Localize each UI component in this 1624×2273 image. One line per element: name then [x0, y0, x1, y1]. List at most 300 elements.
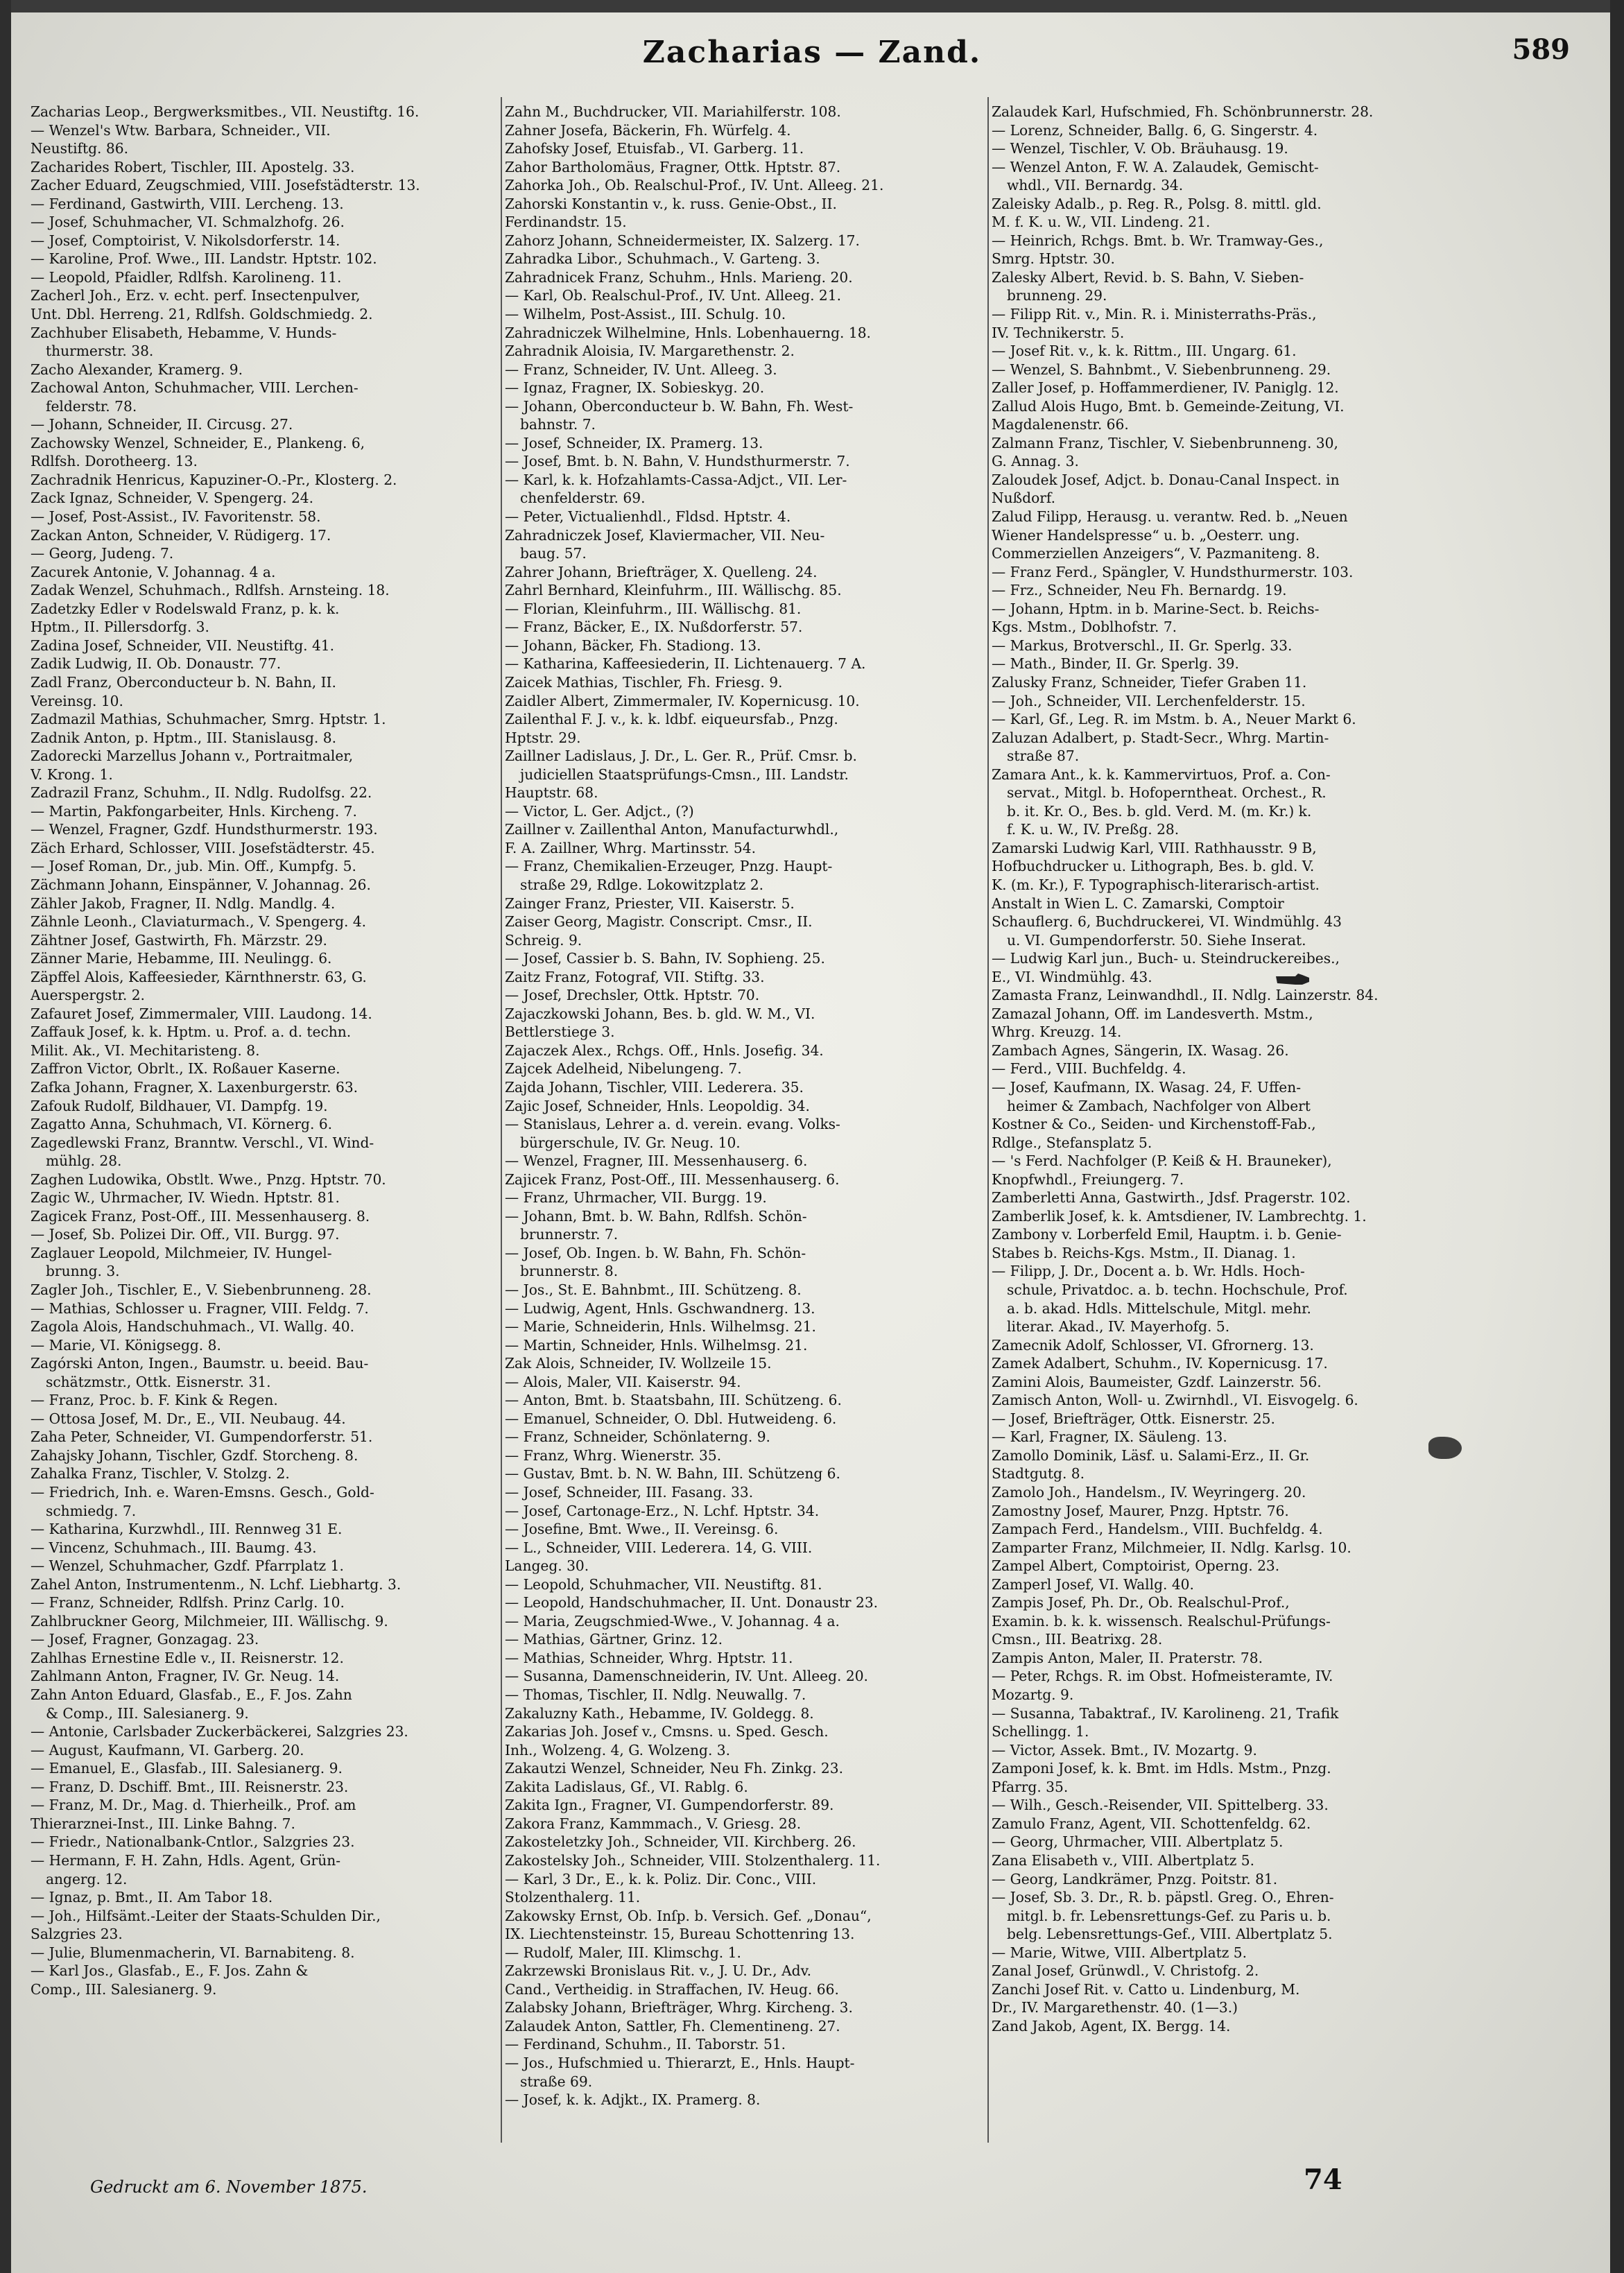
directory-entry-line: Zamollo Dominik, Läsf. u. Salami-Erz., II. Gr. — [992, 1446, 1310, 1464]
directory-entry-line: Ferdinandstr. 15. — [505, 214, 627, 231]
directory-entry-line: Zahajsky Johann, Tischler, Gzdf. Storcheng. 8. — [31, 1446, 359, 1464]
directory-entry-line: Zalusky Franz, Schneider, Tiefer Graben 11. — [992, 673, 1307, 691]
directory-entry-line: Zamara Ant., k. k. Kammervirtuos, Prof. a. Con- — [992, 766, 1331, 783]
directory-entry-line: Kgs. Mstm., Doblhofstr. 7. — [992, 619, 1177, 636]
directory-entry-line: — Jos., St. E. Bahnbmt., III. Schützeng. 8. — [505, 1281, 802, 1298]
directory-entry-line: Zaillner v. Zaillenthal Anton, Manufacturwhdl., — [505, 821, 839, 838]
directory-entry-line: Zähler Jakob, Fragner, II. Ndlg. Mandlg. 4. — [31, 894, 336, 912]
directory-entry-line: Zajda Johann, Tischler, VIII. Lederera. 35. — [505, 1078, 804, 1096]
directory-entry-line: Zampel Albert, Comptoirist, Operng. 23. — [992, 1557, 1280, 1575]
column-divider — [987, 97, 989, 2143]
directory-entry-line: Hauptstr. 68. — [505, 784, 598, 802]
directory-entry-line: — Heinrich, Rchgs. Bmt. b. Wr. Tramway-Ges., — [992, 232, 1324, 249]
directory-entry-line: schmiedg. 7. — [46, 1502, 137, 1519]
directory-entry-line: Zakita Ladislaus, Gf., VI. Rablg. 6. — [505, 1778, 748, 1795]
directory-entry-line: — August, Kaufmann, VI. Garberg. 20. — [31, 1741, 304, 1758]
directory-entry-line: Anstalt in Wien L. C. Zamarski, Comptoir — [992, 894, 1284, 912]
directory-entry-line: — Josef, Cassier b. S. Bahn, IV. Sophieng. 25. — [505, 950, 825, 967]
directory-entry-line: bürgerschule, IV. Gr. Neug. 10. — [520, 1134, 741, 1151]
directory-entry-line: — Florian, Kleinfuhrm., III. Wällischg. 81. — [505, 600, 802, 617]
directory-entry-line: Zagler Joh., Tischler, E., V. Siebenbrunneng. 28. — [31, 1281, 372, 1298]
directory-entry-line: — Franz, M. Dr., Mag. d. Thierheilk., Prof. am — [31, 1797, 356, 1814]
directory-entry-line: — Karl Jos., Glasfab., E., F. Jos. Zahn & — [31, 1962, 309, 1980]
directory-entry-line: Mozartg. 9. — [992, 1686, 1074, 1704]
directory-entry-line: Zacherl Joh., Erz. v. echt. perf. Insectenpulver, — [31, 287, 361, 304]
directory-entry-line: F. A. Zaillner, Whrg. Martinsstr. 54. — [505, 839, 757, 856]
directory-entry-line: Zadina Josef, Schneider, VII. Neustiftg. 41. — [31, 637, 335, 654]
directory-entry-line: Zailenthal F. J. v., k. k. ldbf. eiqueursfab., Pnzg. — [505, 711, 838, 728]
directory-entry-line: — Lorenz, Schneider, Ballg. 6, G. Singerstr. 4. — [992, 121, 1318, 139]
directory-entry-line: — Karl, Gf., Leg. R. im Mstm. b. A., Neuer Markt 6. — [992, 711, 1356, 728]
directory-entry-line: — Antonie, Carlsbader Zuckerbäckerei, Salzgries 23. — [31, 1723, 408, 1740]
directory-entry-line: Zahlbruckner Georg, Milchmeier, III. Wällischg. 9. — [31, 1612, 388, 1630]
directory-entry-line: Zaicek Mathias, Tischler, Fh. Friesg. 9. — [505, 673, 783, 691]
directory-entry-line: Zahn Anton Eduard, Glasfab., E., F. Jos. Zahn — [31, 1686, 352, 1704]
directory-entry-line: straße 87. — [1007, 747, 1080, 765]
directory-entry-line: u. VI. Gumpendorferstr. 50. Siehe Inserat. — [1007, 931, 1306, 949]
directory-entry-line: — Ludwig Karl jun., Buch- u. Steindruckereibes., — [992, 950, 1340, 967]
directory-entry-line: Langeg. 30. — [505, 1557, 589, 1575]
directory-entry-line: Auerspergstr. 2. — [31, 987, 145, 1004]
directory-entry-line: — Johann, Schneider, II. Circusg. 27. — [31, 416, 293, 433]
directory-entry-line: Zambony v. Lorberfeld Emil, Hauptm. i. b. Genie- — [992, 1226, 1342, 1243]
directory-entry-line: — 's Ferd. Nachfolger (P. Keiß & H. Brauneker), — [992, 1152, 1332, 1170]
directory-entry-line: Zakautzi Wenzel, Schneider, Neu Fh. Zinkg. 23. — [505, 1760, 844, 1777]
directory-entry-line: Zahner Josefa, Bäckerin, Fh. Würfelg. 4. — [505, 121, 791, 139]
directory-entry-line: Zahradniczek Wilhelmine, Hnls. Lobenhauerng. 18. — [505, 324, 871, 341]
directory-entry-line: Zahorka Joh., Ob. Realschul-Prof., IV. Unt. Alleeg. 21. — [505, 177, 884, 194]
directory-entry-line: — Wenzel, Fragner, Gzdf. Hundsthurmerstr. 193. — [31, 821, 378, 838]
directory-entry-line: Zacurek Antonie, V. Johannag. 4 a. — [31, 563, 276, 580]
directory-entry-line: — Ferd., VIII. Buchfeldg. 4. — [992, 1060, 1186, 1078]
directory-entry-line: brunnerstr. 7. — [520, 1226, 619, 1243]
directory-entry-line: Zagatto Anna, Schuhmach, VI. Körnerg. 6. — [31, 1116, 333, 1133]
directory-entry-line: — Marie, Witwe, VIII. Albertplatz 5. — [992, 1944, 1247, 1961]
directory-entry-line: — Wenzel, Fragner, III. Messenhauserg. 6. — [505, 1152, 808, 1170]
directory-column-1 — [31, 103, 509, 1998]
directory-entry-line: — Karoline, Prof. Wwe., III. Landstr. Hptstr. 102. — [31, 250, 377, 268]
directory-entry-line: Zanchi Josef Rit. v. Catto u. Lindenburg, M. — [992, 1980, 1300, 1998]
directory-entry-line: Zaglauer Leopold, Milchmeier, IV. Hungel- — [31, 1244, 332, 1261]
print-date-note: Gedruckt am 6. November 1875. — [90, 2177, 368, 2197]
directory-entry-line: — Ottosa Josef, M. Dr., E., VII. Neubaug. 44. — [31, 1410, 346, 1427]
directory-entry-line: IX. Liechtensteinstr. 15, Bureau Schottenring 13. — [505, 1926, 855, 1943]
directory-entry-line: — Gustav, Bmt. b. N. W. Bahn, III. Schützeng 6. — [505, 1465, 840, 1483]
directory-entry-line: Zanal Josef, Grünwdl., V. Christofg. 2. — [992, 1962, 1259, 1980]
directory-entry-line: Zaffron Victor, Obrlt., IX. Roßauer Kaserne. — [31, 1060, 340, 1078]
directory-entry-line: Zafka Johann, Fragner, X. Laxenburgerstr. 63. — [31, 1078, 359, 1096]
directory-entry-line: Zamulo Franz, Agent, VII. Schottenfeldg. 62. — [992, 1815, 1311, 1832]
directory-entry-line: Knopfwhdl., Freiungerg. 7. — [992, 1170, 1184, 1188]
directory-entry-line: — Josef, Schuhmacher, VI. Schmalzhofg. 26. — [31, 214, 345, 231]
directory-entry-line: — Franz, Chemikalien-Erzeuger, Pnzg. Haupt- — [505, 858, 833, 875]
directory-entry-line: — Peter, Rchgs. R. im Obst. Hofmeisteramte, IV. — [992, 1668, 1333, 1685]
ink-blot — [1428, 1437, 1462, 1459]
directory-entry-line: — Josef, Post-Assist., IV. Favoritenstr. 58. — [31, 508, 321, 526]
directory-entry-line: Zana Elisabeth v., VIII. Albertplatz 5. — [992, 1851, 1255, 1869]
directory-entry-line: — Wenzel, Tischler, V. Ob. Bräuhausg. 19. — [992, 140, 1288, 157]
directory-entry-line: Zahorski Konstantin v., k. russ. Genie-Obst., II. — [505, 195, 837, 212]
directory-entry-line: — Wilhelm, Post-Assist., III. Schulg. 10. — [505, 306, 786, 323]
directory-entry-line: Zalaudek Karl, Hufschmied, Fh. Schönbrunnerstr. 28. — [992, 103, 1374, 120]
directory-entry-line: Zaller Josef, p. Hoffammerdiener, IV. Paniglg. 12. — [992, 379, 1339, 397]
directory-entry-line: Neustiftg. 86. — [31, 140, 128, 157]
directory-entry-line: Zacher Eduard, Zeugschmied, VIII. Josefstädterstr. 13. — [31, 177, 420, 194]
directory-entry-line: Zalesky Albert, Revid. b. S. Bahn, V. Sieben- — [992, 268, 1304, 286]
directory-entry-line: Cand., Vertheidig. in Straffachen, IV. Heug. 66. — [505, 1980, 839, 1998]
directory-entry-line: — Josef, Comptoirist, V. Nikolsdorferstr. 14. — [31, 232, 340, 249]
directory-entry-line: Stabes b. Reichs-Kgs. Mstm., II. Dianag. 1. — [992, 1244, 1296, 1261]
directory-entry-line: Comp., III. Salesianerg. 9. — [31, 1980, 217, 1998]
directory-entry-line: — Susanna, Tabaktraf., IV. Karolineng. 21, Trafik — [992, 1704, 1339, 1722]
directory-entry-line: — Georg, Uhrmacher, VIII. Albertplatz 5. — [992, 1833, 1284, 1851]
directory-entry-line: — Franz Ferd., Spängler, V. Hundsthurmerstr. 103. — [992, 563, 1354, 580]
directory-entry-line: — Ferdinand, Schuhm., II. Taborstr. 51. — [505, 2036, 786, 2053]
directory-entry-line: — Math., Binder, II. Gr. Sperlg. 39. — [992, 655, 1239, 673]
directory-entry-line: Thierarznei-Inst., III. Linke Bahng. 7. — [31, 1815, 295, 1832]
directory-entry-line: Zagola Alois, Handschuhmach., VI. Wallg. 40. — [31, 1318, 355, 1336]
directory-entry-line: — Johann, Bmt. b. W. Bahn, Rdlfsh. Schön- — [505, 1207, 807, 1225]
directory-entry-line: Zäpffel Alois, Kaffeesieder, Kärnthnerstr. 63, G. — [31, 968, 367, 985]
directory-entry-line: Rdlge., Stefansplatz 5. — [992, 1134, 1152, 1151]
directory-entry-line: — Johann, Oberconducteur b. W. Bahn, Fh. West- — [505, 397, 854, 415]
directory-entry-line: b. it. Kr. O., Bes. b. gld. Verd. M. (m. Kr.) k. — [1007, 802, 1312, 820]
directory-entry-line: — Leopold, Schuhmacher, VII. Neustiftg. 81. — [505, 1575, 822, 1593]
directory-entry-line: Hptm., II. Pillersdorfg. 3. — [31, 619, 209, 636]
directory-entry-line: Zagicek Franz, Post-Off., III. Messenhauserg. 8. — [31, 1207, 370, 1225]
directory-entry-line: Zalaudek Anton, Sattler, Fh. Clementineng. 27. — [505, 2017, 840, 2034]
directory-entry-line: baug. 57. — [520, 545, 587, 562]
directory-entry-line: Zamasta Franz, Leinwandhdl., II. Ndlg. Lainzerstr. 84. — [992, 987, 1379, 1004]
directory-entry-line: — Leopold, Pfaidler, Rdlfsh. Karolineng. 11. — [31, 268, 342, 286]
directory-entry-line: — Josef, Sb. 3. Dr., R. b. päpstl. Greg. O., Ehren- — [992, 1889, 1334, 1906]
directory-entry-line: — Jos., Hufschmied u. Thierarzt, E., Hnls. Haupt- — [505, 2054, 855, 2071]
directory-entry-line: — Franz, Uhrmacher, VII. Burgg. 19. — [505, 1189, 767, 1207]
directory-entry-line: — Ferdinand, Gastwirth, VIII. Lercheng. 13. — [31, 195, 344, 212]
directory-entry-line: — Franz, D. Dschiff. Bmt., III. Reisnerstr. 23. — [31, 1778, 349, 1795]
directory-entry-line: — Josef, Schneider, IX. Pramerg. 13. — [505, 434, 763, 451]
directory-entry-line: Zamarski Ludwig Karl, VIII. Rathhausstr. 9 B, — [992, 839, 1317, 856]
directory-entry-line: — Peter, Victualienhdl., Fldsd. Hptstr. 4. — [505, 508, 791, 526]
directory-entry-line: — Joh., Schneider, VII. Lerchenfelderstr. 15. — [992, 692, 1306, 709]
directory-entry-line: Zakosteletzky Joh., Schneider, VII. Kirchberg. 26. — [505, 1833, 856, 1851]
directory-entry-line: — Rudolf, Maler, III. Klimschg. 1. — [505, 1944, 741, 1961]
directory-entry-line: Zachowal Anton, Schuhmacher, VIII. Lerchen- — [31, 379, 359, 397]
directory-entry-line: — Josef Rit. v., k. k. Rittm., III. Ungarg. 61. — [992, 343, 1297, 360]
directory-entry-line: Zainger Franz, Priester, VII. Kaiserstr. 5. — [505, 894, 795, 912]
directory-entry-line: — L., Schneider, VIII. Lederera. 14, G. VIII. — [505, 1539, 813, 1556]
directory-entry-line: Zamparter Franz, Milchmeier, II. Ndlg. Karlsg. 10. — [992, 1539, 1351, 1556]
directory-entry-line: Zalabsky Johann, Briefträger, Whrg. Kircheng. 3. — [505, 1999, 853, 2016]
directory-entry-line: Zahradka Libor., Schuhmach., V. Garteng. 3. — [505, 250, 820, 268]
directory-entry-line: E., VI. Windmühlg. 43. — [992, 968, 1152, 985]
directory-entry-line: straße 29, Rdlge. Lokowitzplatz 2. — [520, 876, 764, 893]
directory-entry-line: Zak Alois, Schneider, IV. Wollzeile 15. — [505, 1355, 772, 1372]
directory-entry-line: Zajaczkowski Johann, Bes. b. gld. W. M., VI. — [505, 1005, 815, 1022]
directory-entry-line: Zadak Wenzel, Schuhmach., Rdlfsh. Arnsteing. 18. — [31, 582, 390, 599]
directory-entry-line: Zaffauk Josef, k. k. Hptm. u. Prof. a. d. techn. — [31, 1023, 352, 1041]
directory-entry-line: Zamostny Josef, Maurer, Pnzg. Hptstr. 76. — [992, 1502, 1289, 1519]
directory-entry-line: Zamperl Josef, VI. Wallg. 40. — [992, 1575, 1194, 1593]
directory-entry-line: Zachhuber Elisabeth, Hebamme, V. Hunds- — [31, 324, 337, 341]
directory-entry-line: Zamberlik Josef, k. k. Amtsdiener, IV. Lambrechtg. 1. — [992, 1207, 1367, 1225]
directory-entry-line: Zaidler Albert, Zimmermaler, IV. Kopernicusg. 10. — [505, 692, 860, 709]
directory-entry-line: Zagedlewski Franz, Branntw. Verschl., VI. Wind- — [31, 1134, 374, 1151]
directory-entry-line: — Emanuel, Schneider, O. Dbl. Hutweideng. 6. — [505, 1410, 837, 1427]
directory-entry-line: Zahradnik Aloisia, IV. Margarethenstr. 2. — [505, 343, 795, 360]
directory-entry-line: Rdlfsh. Dorotheerg. 13. — [31, 453, 198, 470]
directory-entry-line: — Ludwig, Agent, Hnls. Gschwandnerg. 13. — [505, 1299, 815, 1317]
directory-entry-line: Zaillner Ladislaus, J. Dr., L. Ger. R., Prüf. Cmsr. b. — [505, 747, 857, 765]
directory-entry-line: — Wenzel Anton, F. W. A. Zalaudek, Gemischt- — [992, 158, 1319, 175]
directory-entry-line: — Wenzel's Wtw. Barbara, Schneider., VII. — [31, 121, 331, 139]
directory-entry-line: Zakostelsky Joh., Schneider, VIII. Stolzenthalerg. 11. — [505, 1851, 881, 1869]
directory-entry-line: Zafouk Rudolf, Bildhauer, VI. Dampfg. 19. — [31, 1097, 328, 1114]
directory-entry-line: — Josef, Fragner, Gonzagag. 23. — [31, 1631, 259, 1648]
directory-entry-line: — Victor, Assek. Bmt., IV. Mozartg. 9. — [992, 1741, 1257, 1758]
directory-entry-line: Zadrazil Franz, Schuhm., II. Ndlg. Rudolfsg. 22. — [31, 784, 372, 802]
directory-entry-line: Zadetzky Edler v Rodelswald Franz, p. k. k. — [31, 600, 340, 617]
directory-entry-line: — Katharina, Kurzwhdl., III. Rennweg 31 E. — [31, 1521, 343, 1538]
directory-entry-line: — Franz, Schneider, Schönlaterng. 9. — [505, 1428, 770, 1446]
directory-entry-line: Zajaczek Alex., Rchgs. Off., Hnls. Josefig. 34. — [505, 1042, 824, 1059]
directory-entry-line: Zahlmann Anton, Fragner, IV. Gr. Neug. 14. — [31, 1668, 340, 1685]
scan-border-top — [0, 0, 1624, 12]
directory-entry-line: thurmerstr. 38. — [46, 343, 154, 360]
directory-entry-line: — Josef, k. k. Adjkt., IX. Pramerg. 8. — [505, 2091, 761, 2109]
directory-entry-line: Stolzenthalerg. 11. — [505, 1889, 641, 1906]
directory-entry-line: — Mathias, Schlosser u. Fragner, VIII. Feldg. 7. — [31, 1299, 369, 1317]
directory-entry-line: felderstr. 78. — [46, 397, 137, 415]
directory-entry-line: Dr., IV. Margarethenstr. 40. (1—3.) — [992, 1999, 1238, 2016]
directory-entry-line: straße 69. — [520, 2073, 593, 2090]
directory-entry-line: — Wenzel, S. Bahnbmt., V. Siebenbrunneng. 29. — [992, 361, 1331, 378]
directory-entry-line: Zahn M., Buchdrucker, VII. Mariahilferstr. 108. — [505, 103, 841, 120]
directory-entry-line: — Alois, Maler, VII. Kaiserstr. 94. — [505, 1373, 741, 1390]
directory-entry-line: — Franz, Proc. b. F. Kink & Regen. — [31, 1392, 278, 1409]
directory-entry-line: Zakrzewski Bronislaus Rit. v., J. U. Dr., Adv. — [505, 1962, 812, 1980]
directory-entry-line: Pfarrg. 35. — [992, 1778, 1069, 1795]
directory-entry-line: schule, Privatdoc. a. b. techn. Hochschule, Prof. — [1007, 1281, 1348, 1298]
directory-entry-line: — Josef, Kaufmann, IX. Wasag. 24, F. Uffen- — [992, 1078, 1302, 1096]
directory-entry-line: Zajcek Adelheid, Nibelungeng. 7. — [505, 1060, 742, 1078]
directory-entry-line: literar. Akad., IV. Mayerhofg. 5. — [1007, 1318, 1230, 1336]
directory-entry-line: heimer & Zambach, Nachfolger von Albert — [1007, 1097, 1311, 1114]
directory-entry-line: — Filipp Rit. v., Min. R. i. Ministerraths-Präs., — [992, 306, 1317, 323]
directory-entry-line: Hptstr. 29. — [505, 729, 581, 746]
directory-entry-line: Nußdorf. — [992, 490, 1056, 507]
directory-entry-line: Zagórski Anton, Ingen., Baumstr. u. beeid. Bau- — [31, 1355, 369, 1372]
directory-entry-line: — Markus, Brotverschl., II. Gr. Sperlg. 33. — [992, 637, 1293, 654]
directory-entry-line: — Johann, Hptm. in b. Marine-Sect. b. Reichs- — [992, 600, 1320, 617]
directory-entry-line: — Katharina, Kaffeesiederin, II. Lichtenauerg. 7 A. — [505, 655, 866, 673]
sheet-number: 74 — [1304, 2163, 1342, 2196]
directory-entry-line: chenfelderstr. 69. — [520, 490, 646, 507]
directory-entry-line: Zafauret Josef, Zimmermaler, VIII. Laudong. 14. — [31, 1005, 372, 1022]
directory-entry-line: — Filipp, J. Dr., Docent a. b. Wr. Hdls. Hoch- — [992, 1263, 1305, 1280]
directory-entry-line: Zagic W., Uhrmacher, IV. Wiedn. Hptstr. 81. — [31, 1189, 340, 1207]
directory-entry-line: — Marie, VI. Königsegg. 8. — [31, 1336, 221, 1354]
directory-entry-line: schätzmstr., Ottk. Eisnerstr. 31. — [46, 1373, 271, 1390]
directory-entry-line: — Leopold, Handschuhmacher, II. Unt. Donaustr 23. — [505, 1594, 879, 1611]
directory-entry-line: Zamponi Josef, k. k. Bmt. im Hdls. Mstm., Pnzg. — [992, 1760, 1331, 1777]
directory-entry-line: Zaluzan Adalbert, p. Stadt-Secr., Whrg. Martin- — [992, 729, 1329, 746]
directory-entry-line: — Josef, Sb. Polizei Dir. Off., VII. Burgg. 97. — [31, 1226, 340, 1243]
directory-entry-line: — Joh., Hilfsämt.-Leiter der Staats-Schulden Dir., — [31, 1907, 381, 1924]
directory-entry-line: Schauflerg. 6, Buchdruckerei, VI. Windmühlg. 43 — [992, 913, 1342, 931]
directory-entry-line: — Josef, Briefträger, Ottk. Eisnerstr. 25. — [992, 1410, 1275, 1427]
directory-entry-line: — Frz., Schneider, Neu Fh. Bernardg. 19. — [992, 582, 1287, 599]
directory-entry-line: Zächmann Johann, Einspänner, V. Johannag. 26. — [31, 876, 371, 893]
directory-entry-line: bahnstr. 7. — [520, 416, 596, 433]
directory-entry-line: — Josef, Bmt. b. N. Bahn, V. Hundsthurmerstr. 7. — [505, 453, 850, 470]
directory-entry-line: — Georg, Landkrämer, Pnzg. Poitstr. 81. — [992, 1870, 1278, 1887]
running-head: Zacharias — Zand. — [642, 35, 982, 70]
directory-entry-line: Zackan Anton, Schneider, V. Rüdigerg. 17. — [31, 526, 331, 544]
directory-entry-line: servat., Mitgl. b. Hofoperntheat. Orchest., R. — [1007, 784, 1327, 802]
directory-entry-line: Zack Ignaz, Schneider, V. Spengerg. 24. — [31, 490, 314, 507]
directory-entry-line: — Josef, Cartonage-Erz., N. Lchf. Hptstr. 34. — [505, 1502, 820, 1519]
directory-entry-line: Zahorz Johann, Schneidermeister, IX. Salzerg. 17. — [505, 232, 860, 249]
directory-entry-line: Zahradniczek Josef, Klaviermacher, VII. Neu- — [505, 526, 825, 544]
directory-entry-line: brunng. 3. — [46, 1263, 120, 1280]
directory-entry-line: — Ignaz, Fragner, IX. Sobieskyg. 20. — [505, 379, 765, 397]
directory-entry-line: Milit. Ak., VI. Mechitaristeng. 8. — [31, 1042, 260, 1059]
page-number: 589 — [1512, 33, 1570, 66]
directory-entry-line: Zakora Franz, Kammmach., V. Griesg. 28. — [505, 1815, 802, 1832]
directory-entry-line: Wiener Handelspresse“ u. b. „Oesterr. ung. — [992, 526, 1300, 544]
directory-entry-line: Zajicek Franz, Post-Off., III. Messenhauserg. 6. — [505, 1170, 840, 1188]
directory-entry-line: — Franz, Schneider, IV. Unt. Alleeg. 3. — [505, 361, 777, 378]
directory-entry-line: — Martin, Pakfongarbeiter, Hnls. Kircheng. 7. — [31, 802, 357, 820]
directory-entry-line: — Josef Roman, Dr., jub. Min. Off., Kumpfg. 5. — [31, 858, 356, 875]
pointing-hand-icon — [1275, 972, 1311, 987]
directory-entry-line: Zakaluzny Kath., Hebamme, IV. Goldegg. 8. — [505, 1704, 814, 1722]
directory-entry-line: Zakowsky Ernst, Ob. Inſp. b. Versich. Gef. „Donau“, — [505, 1907, 872, 1924]
scan-border-right — [1610, 0, 1624, 2273]
directory-entry-line: Zamisch Anton, Woll- u. Zwirnhdl., VI. Eisvogelg. 6. — [992, 1392, 1358, 1409]
directory-entry-line: — Josef, Schneider, III. Fasang. 33. — [505, 1484, 754, 1501]
directory-entry-line: Hofbuchdrucker u. Lithograph, Bes. b. gld. V. — [992, 858, 1315, 875]
directory-entry-line: — Susanna, Damenschneiderin, IV. Unt. Alleeg. 20. — [505, 1668, 868, 1685]
directory-entry-line: — Anton, Bmt. b. Staatsbahn, III. Schützeng. 6. — [505, 1392, 842, 1409]
directory-entry-line: Zaitz Franz, Fotograf, VII. Stiftg. 33. — [505, 968, 765, 985]
directory-entry-line: Schreig. 9. — [505, 931, 582, 949]
directory-entry-line: — Karl, k. k. Hofzahlamts-Cassa-Adjct., VII. Ler- — [505, 471, 847, 488]
directory-entry-line: Schellingg. 1. — [992, 1723, 1089, 1740]
directory-entry-line: Zadmazil Mathias, Schuhmacher, Smrg. Hptstr. 1. — [31, 711, 386, 728]
directory-column-2 — [505, 103, 983, 2109]
directory-entry-line: Bettlerstiege 3. — [505, 1023, 615, 1041]
directory-entry-line: Zachradnik Henricus, Kapuziner-O.-Pr., Klosterg. 2. — [31, 471, 397, 488]
directory-entry-line: — Maria, Zeugschmied-Wwe., V. Johannag. 4 a. — [505, 1612, 840, 1630]
directory-entry-line: Zamberletti Anna, Gastwirth., Jdsf. Pragerstr. 102. — [992, 1189, 1351, 1207]
directory-entry-line: brunnerstr. 8. — [520, 1263, 619, 1280]
directory-entry-line: Zahlhas Ernestine Edle v., II. Reisnerstr. 12. — [31, 1649, 344, 1666]
directory-entry-line: Zahradnicek Franz, Schuhm., Hnls. Marieng. 20. — [505, 268, 853, 286]
directory-entry-line: — Mathias, Gärtner, Grinz. 12. — [505, 1631, 723, 1648]
directory-entry-line: Zähnle Leonh., Claviaturmach., V. Spengerg. 4. — [31, 913, 367, 931]
directory-entry-line: Zakarias Joh. Josef v., Cmsns. u. Sped. Gesch. — [505, 1723, 829, 1740]
directory-entry-line: — Mathias, Schneider, Whrg. Hptstr. 11. — [505, 1649, 793, 1666]
directory-entry-line: Zallud Alois Hugo, Bmt. b. Gemeinde-Zeitung, VI. — [992, 397, 1345, 415]
directory-entry-line: Zachowsky Wenzel, Schneider, E., Plankeng. 6, — [31, 434, 365, 451]
directory-entry-line: Smrg. Hptstr. 30. — [992, 250, 1115, 268]
directory-entry-line: Zaiser Georg, Magistr. Conscript. Cmsr., II. — [505, 913, 813, 931]
directory-entry-line: K. (m. Kr.), F. Typographisch-literarisch-artist. — [992, 876, 1320, 893]
directory-entry-line: Zamecnik Adolf, Schlosser, VI. Gfrornerg. 13. — [992, 1336, 1314, 1354]
directory-entry-line: — Julie, Blumenmacherin, VI. Barnabiteng. 8. — [31, 1944, 355, 1961]
directory-entry-line: brunneng. 29. — [1007, 287, 1107, 304]
directory-entry-line: Zahofsky Josef, Etuisfab., VI. Garberg. 11. — [505, 140, 804, 157]
directory-entry-line: Salzgries 23. — [31, 1926, 123, 1943]
directory-entry-line: Zalud Filipp, Herausg. u. verantw. Red. b. „Neuen — [992, 508, 1348, 526]
directory-entry-line: Zadl Franz, Oberconducteur b. N. Bahn, II. — [31, 673, 336, 691]
directory-entry-line: — Karl, Ob. Realschul-Prof., IV. Unt. Alleeg. 21. — [505, 287, 842, 304]
directory-entry-line: Zänner Marie, Hebamme, III. Neulingg. 6. — [31, 950, 332, 967]
directory-entry-line: Whrg. Kreuzg. 14. — [992, 1023, 1122, 1041]
directory-entry-line: Zaleisky Adalb., p. Reg. R., Polsg. 8. mittl. gld. — [992, 195, 1322, 212]
directory-entry-line: Zampis Anton, Maler, II. Praterstr. 78. — [992, 1649, 1263, 1666]
directory-entry-line: angerg. 12. — [46, 1870, 128, 1887]
directory-entry-line: — Karl, 3 Dr., E., k. k. Poliz. Dir. Conc., VIII. — [505, 1870, 817, 1887]
directory-entry-line: Commerziellen Anzeigers“, V. Pazmaniteng. 8. — [992, 545, 1320, 562]
directory-entry-line: Stadtgutg. 8. — [992, 1465, 1085, 1483]
directory-entry-line: — Friedrich, Inh. e. Waren-Emsns. Gesch., Gold- — [31, 1484, 374, 1501]
directory-entry-line: — Ignaz, p. Bmt., II. Am Tabor 18. — [31, 1889, 273, 1906]
directory-entry-line: — Victor, L. Ger. Adjct., (?) — [505, 802, 694, 820]
directory-entry-line: Zand Jakob, Agent, IX. Bergg. 14. — [992, 2017, 1231, 2034]
directory-entry-line: — Martin, Schneider, Hnls. Wilhelmsg. 21. — [505, 1336, 808, 1354]
directory-entry-line: mitgl. b. fr. Lebensrettungs-Gef. zu Paris u. b. — [1007, 1907, 1331, 1924]
directory-entry-line: Inh., Wolzeng. 4, G. Wolzeng. 3. — [505, 1741, 731, 1758]
directory-entry-line: Examin. b. k. k. wissensch. Realschul-Prüfungs- — [992, 1612, 1331, 1630]
directory-entry-line: — Friedr., Nationalbank-Cntlor., Salzgries 23. — [31, 1833, 355, 1851]
directory-entry-line: Zähtner Josef, Gastwirth, Fh. Märzstr. 29. — [31, 931, 327, 949]
directory-entry-line: Zamolo Joh., Handelsm., IV. Weyringerg. 20. — [992, 1484, 1306, 1501]
directory-entry-line: Zadik Ludwig, II. Ob. Donaustr. 77. — [31, 655, 282, 673]
directory-entry-line: G. Annag. 3. — [992, 453, 1079, 470]
directory-entry-line: — Stanislaus, Lehrer a. d. verein. evang. Volks- — [505, 1116, 840, 1133]
directory-entry-line: Zadnik Anton, p. Hptm., III. Stanislausg. 8. — [31, 729, 336, 746]
directory-entry-line: Zahrer Johann, Briefträger, X. Quelleng. 24. — [505, 563, 818, 580]
directory-entry-line: — Thomas, Tischler, II. Ndlg. Neuwallg. 7. — [505, 1686, 806, 1704]
directory-entry-line: Zalmann Franz, Tischler, V. Siebenbrunneng. 30, — [992, 434, 1338, 451]
directory-entry-line: Zakita Ign., Fragner, VI. Gumpendorferstr. 89. — [505, 1797, 834, 1814]
scan-border-left — [0, 0, 11, 2273]
directory-entry-line: Cmsn., III. Beatrixg. 28. — [992, 1631, 1163, 1648]
directory-entry-line: — Josef, Ob. Ingen. b. W. Bahn, Fh. Schön- — [505, 1244, 806, 1261]
directory-entry-line: Zaloudek Josef, Adjct. b. Donau-Canal Inspect. in — [992, 471, 1340, 488]
directory-entry-line: — Franz, Whrg. Wienerstr. 35. — [505, 1446, 722, 1464]
directory-entry-line: mühlg. 28. — [46, 1152, 122, 1170]
directory-entry-line: Zacho Alexander, Kramerg. 9. — [31, 361, 243, 378]
directory-entry-line: & Comp., III. Salesianerg. 9. — [46, 1704, 249, 1722]
directory-entry-line: — Franz, Bäcker, E., IX. Nußdorferstr. 57. — [505, 619, 803, 636]
directory-entry-line: Zajic Josef, Schneider, Hnls. Leopoldig. 34. — [505, 1097, 810, 1114]
directory-entry-line: — Josefine, Bmt. Wwe., II. Vereinsg. 6. — [505, 1521, 779, 1538]
directory-entry-line: — Marie, Schneiderin, Hnls. Wilhelmsg. 21. — [505, 1318, 816, 1336]
directory-entry-line: Zaha Peter, Schneider, VI. Gumpendorferstr. 51. — [31, 1428, 373, 1446]
directory-entry-line: — Karl, Fragner, IX. Säuleng. 13. — [992, 1428, 1227, 1446]
directory-entry-line: — Vincenz, Schuhmach., III. Baumg. 43. — [31, 1539, 317, 1556]
directory-entry-line: Zampach Ferd., Handelsm., VIII. Buchfeldg. 4. — [992, 1521, 1323, 1538]
directory-entry-line: Zampis Josef, Ph. Dr., Ob. Realschul-Prof., — [992, 1594, 1290, 1611]
directory-entry-line: whdl., VII. Bernardg. 34. — [1007, 177, 1184, 194]
directory-entry-line: Zahel Anton, Instrumentenm., N. Lchf. Liebhartg. 3. — [31, 1575, 401, 1593]
directory-entry-line: Vereinsg. 10. — [31, 692, 123, 709]
directory-entry-line: judiciellen Staatsprüfungs-Cmsn., III. Landstr. — [520, 766, 849, 783]
